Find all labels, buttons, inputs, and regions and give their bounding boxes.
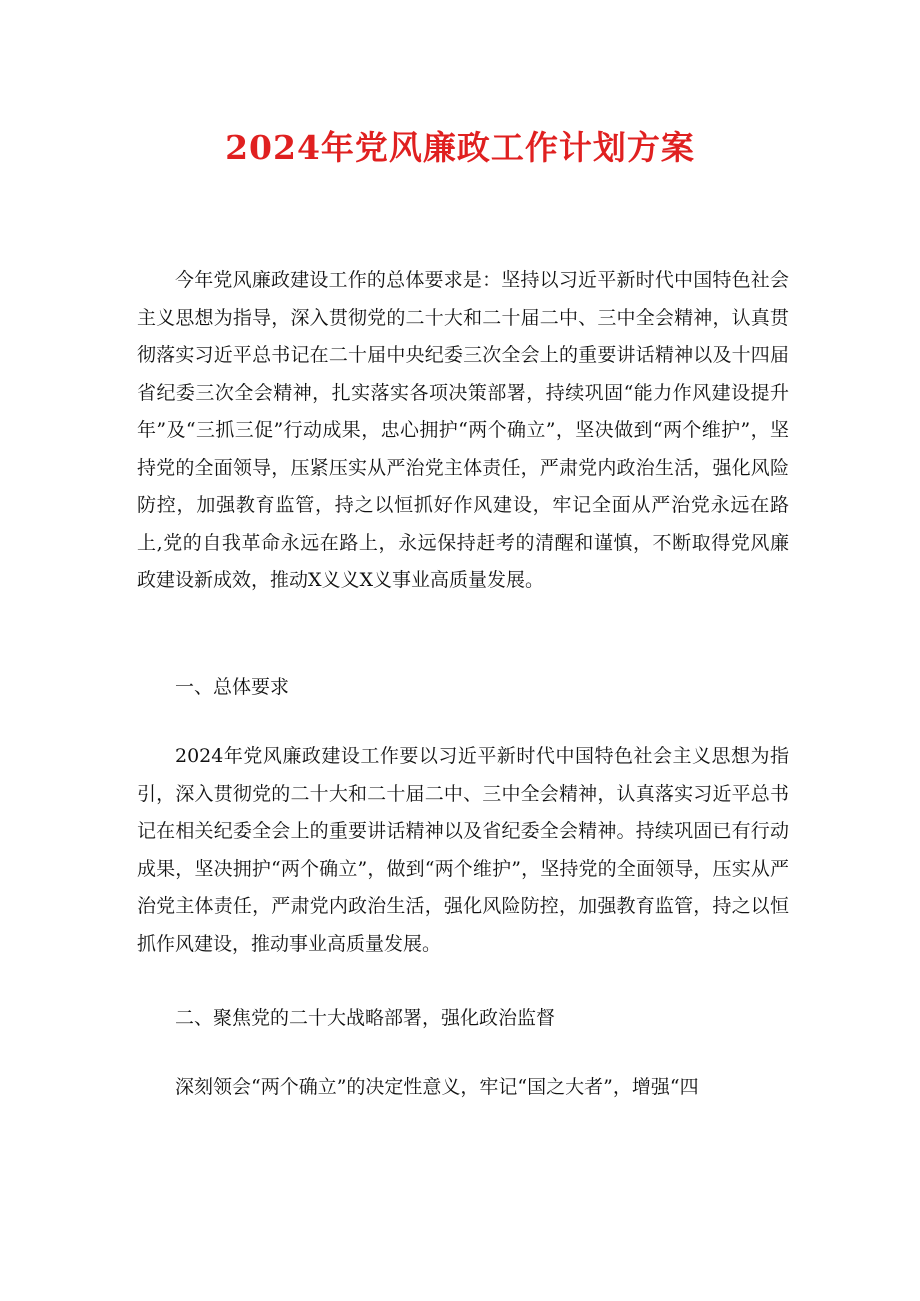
- section-heading-1: 一、总体要求: [175, 676, 290, 698]
- section-2-paragraph: 深刻领会“两个确立”的决定性意义，牢记“国之大者”，增强“四: [175, 1076, 699, 1098]
- section-1-paragraph: 2024年党风廉政建设工作要以习近平新时代中国特色社会主义思想为指引，深入贯彻党的二十大和二十届二中、三中全会精神，认真落实习近平总书记在相关纪委全会上的重要讲话精神以及省纪委全会精神。持续巩固已有行动成果，坚决拥护“两个确立”，做到“两个维护”，坚持党的全面领导，压实从严治党主体责任，严肃党内政治生活，强化风险防控，加强教育监管，持之以恒抓作风建设，推动事业高质量发展。: [137, 745, 789, 955]
- intro-paragraph: 今年党风廉政建设工作的总体要求是：坚持以习近平新时代中国特色社会主义思想为指导，深入贯彻党的二十大和二十届二中、三中全会精神，认真贯彻落实习近平总书记在二十届中央纪委三次全会上的重要讲话精神以及十四届省纪委三次全会精神，扎实落实各项决策部署，持续巩固“能力作风建设提升年”及“三抓三促”行动成果，忠心拥护“两个确立”，坚决做到“两个维护”，坚持党的全面领导，压紧压实从严治党主体责任，严肃党内政治生活，强化风险防控，加强教育监管，持之以恒抓好作风建设，牢记全面从严治党永远在路上,党的自我革命永远在路上，永远保持赶考的清醒和谨慎，不断取得党风廉政建设新成效，推动X义义X义事业高质量发展。: [137, 269, 789, 591]
- document-title: 2024年党风廉政工作计划方案: [225, 128, 695, 167]
- section-heading-2: 二、聚焦党的二十大战略部署，强化政治监督: [175, 1007, 556, 1029]
